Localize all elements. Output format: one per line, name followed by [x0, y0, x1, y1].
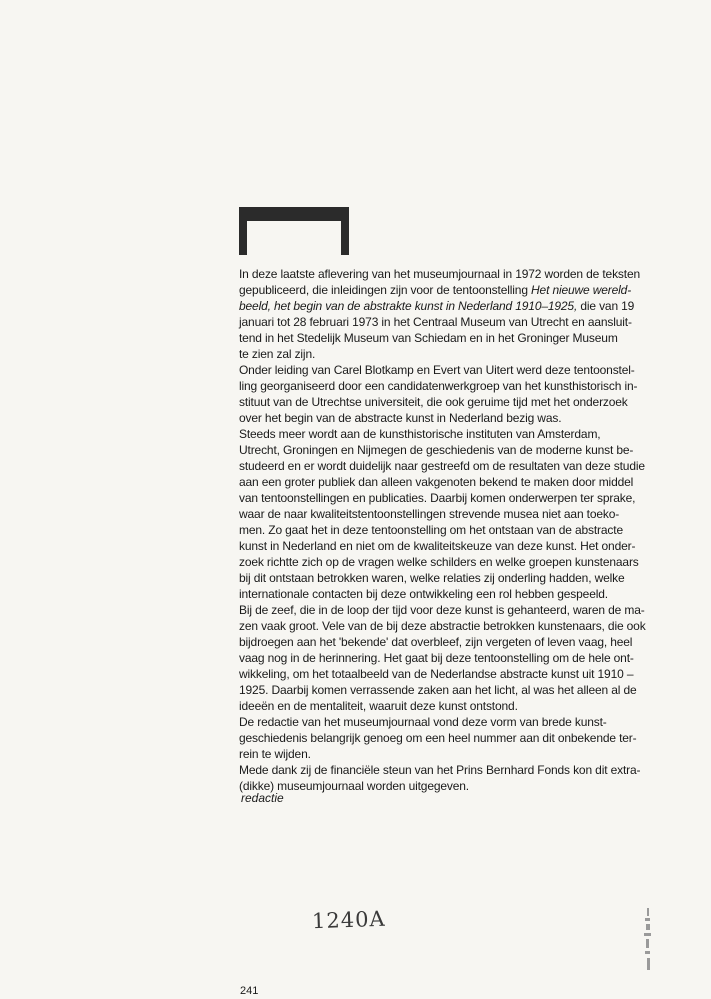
text-line: Bij de zeef, die in de loop der tijd voor deze kunst is gehanteerd, waren de ma-	[239, 603, 645, 617]
text-line: bij dit ontstaan betrokken waren, welke relaties zij onderling hadden, welke	[239, 571, 625, 585]
text-line: over het begin van de abstracte kunst in Nederland bezig was.	[239, 411, 562, 425]
paragraph-organisation	[239, 362, 659, 426]
paragraph-thanks	[239, 762, 659, 794]
text-line: stituut van de Utrechtse universiteit, die ook geruime tijd met het onderzoek	[239, 395, 628, 409]
signature: redactie	[241, 791, 284, 805]
text-line: (dikke) museumjournaal worden uitgegeven.	[239, 779, 469, 793]
museumjournaal-logo-icon	[239, 207, 349, 255]
text-line: januari tot 28 februari 1973 in het Centraal Museum van Utrecht en aansluit-	[239, 315, 632, 329]
text-line: In deze laatste aflevering van het museumjournaal in 1972 worden de teksten	[239, 267, 641, 281]
paragraph-institutes	[239, 426, 659, 602]
text-line: zoek richtte zich op de vragen welke schilders en welke groepen kunstenaars	[239, 555, 639, 569]
text-line: geschiedenis belangrijk genoeg om een heel nummer aan dit onbekende ter-	[239, 731, 637, 745]
text-line: Mede dank zij de financiële steun van het Prins Bernhard Fonds kon dit extra-	[239, 763, 641, 777]
exhibition-title-part: Het nieuwe wereld-	[531, 283, 632, 297]
text-fragment: die van 19	[577, 299, 635, 313]
text-line: ling georganiseerd door een candidatenwerkgroep van het kunsthistorisch in-	[239, 379, 638, 393]
text-line	[239, 298, 659, 314]
paragraph-editorial	[239, 714, 659, 762]
text-line: waar de naar kwaliteitstentoonstellingen strevende musea niet aan toeko-	[239, 507, 620, 521]
text-line: 1925. Daarbij komen verrassende zaken aan het licht, al was het alleen al de	[239, 683, 637, 697]
text-line: internationale contacten bij deze ontwikkeling een rol hebben gespeeld.	[239, 587, 608, 601]
text-line: bijdroegen aan het 'bekende' dat overbleef, zijn vergeten of leven vaag, heel	[239, 635, 633, 649]
paragraph-sieve	[239, 602, 659, 714]
text-line: Onder leiding van Carel Blotkamp en Evert van Uitert werd deze tentoonstel-	[239, 363, 635, 377]
text-line: vaag nog in de herinnering. Het gaat bij deze tentoonstelling om de hele ont-	[239, 651, 634, 665]
text-line: Steeds meer wordt aan de kunsthistorische instituten van Amsterdam,	[239, 427, 601, 441]
text-line	[239, 282, 659, 298]
text-line: men. Zo gaat het in deze tentoonstelling om het ontstaan van de abstracte	[239, 523, 623, 537]
text-line: ideeën en de mentaliteit, waaruit deze kunst ontstond.	[239, 699, 518, 713]
text-line: wikkeling, om het totaalbeeld van de Nederlandse abstracte kunst uit 1910 –	[239, 667, 634, 681]
text-line: te zien zal zijn.	[239, 347, 316, 361]
page-number: 241	[240, 985, 259, 997]
text-line: De redactie van het museumjournaal vond deze vorm van brede kunst-	[239, 715, 607, 729]
text-line: aan een groter publiek dan alleen vakgenoten bekend te maken door middel	[239, 475, 634, 489]
text-fragment: gepubliceerd, die inleidingen zijn voor de tentoonstelling	[239, 283, 532, 297]
text-line: tend in het Stedelijk Museum van Schiedam en in het Groninger Museum	[239, 331, 618, 345]
handwritten-inventory-number: 1240A	[311, 906, 387, 934]
text-line: rein te wijden.	[239, 747, 311, 761]
text-line: kunst in Nederland en niet om de kwaliteitskeuze van deze kunst. Het onder-	[239, 539, 636, 553]
paragraph-intro	[239, 266, 659, 362]
exhibition-title-part: beeld, het begin van de abstrakte kunst in Nederland 1910–1925,	[239, 299, 578, 313]
text-line: studeerd en er wordt duidelijk naar gestreefd om de resultaten van deze studie	[239, 459, 645, 473]
text-line: Utrecht, Groningen en Nijmegen de geschiedenis van de moderne kunst be-	[239, 443, 634, 457]
text-line: zen vaak groot. Vele van de bij deze abstractie betrokken kunstenaars, die ook	[239, 619, 646, 633]
article-text	[239, 266, 659, 794]
faded-stamp-icon	[640, 908, 656, 970]
text-line: van tentoonstellingen en publicaties. Daarbij komen onderwerpen ter sprake,	[239, 491, 636, 505]
